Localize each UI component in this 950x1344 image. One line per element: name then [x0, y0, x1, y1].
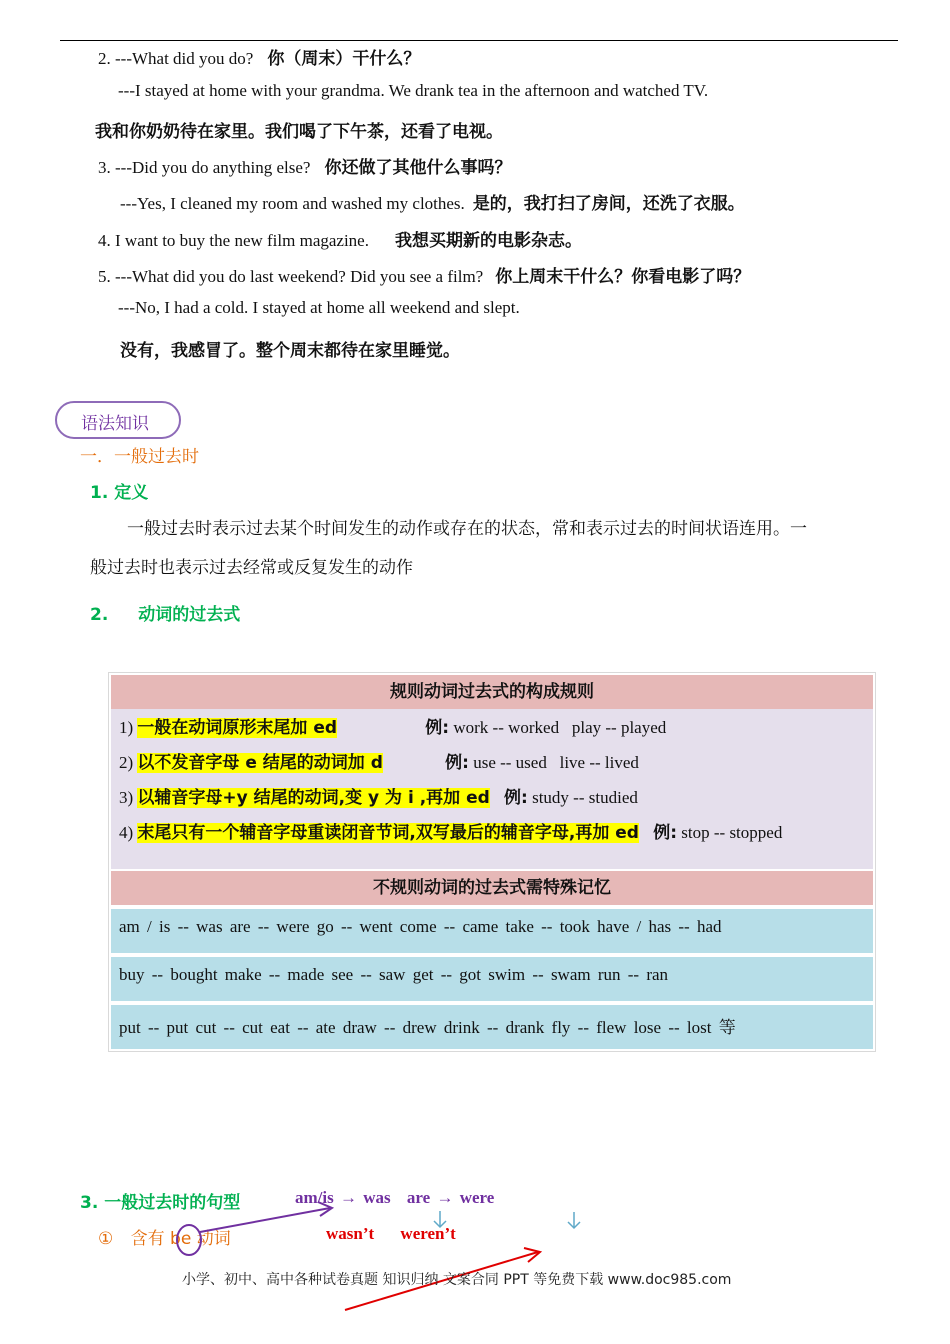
chinese-text: 你上周末干什么？你看电影了吗？ — [495, 267, 751, 287]
dialogue-5-answer-translation: 没有，我感冒了。整个周末都待在家里睡觉。 — [120, 341, 460, 361]
be-circle-annotation — [177, 1225, 201, 1255]
section-title: 一．一般过去时 — [80, 447, 199, 467]
rule-example: stop -- stopped — [681, 823, 783, 842]
dialogue-2-answer-translation: 我和你奶奶待在家里。我们喝了下午茶，还看了电视。 — [95, 122, 503, 142]
definition-line-1: 一般过去时表示过去某个时间发生的动作或存在的状态，常和表示过去的时间状语连用。一 — [127, 519, 807, 539]
english-text: 5. ---What did you do last weekend? Did you see a film? — [98, 267, 484, 286]
regular-verbs-header: 规则动词过去式的构成规则 — [111, 675, 873, 709]
rule-number: 2) — [119, 753, 134, 772]
chinese-text: 你还做了其他什么事吗？ — [324, 158, 512, 178]
rule-text: 末尾只有一个辅音字母重读闭音节词,双写最后的辅音字母,再加 ed — [137, 823, 639, 843]
verb-forms-number: 2. — [90, 605, 109, 625]
irregular-row-text: buy -- bought make -- made see -- saw get -- got swim -- swam run -- ran — [119, 965, 669, 984]
rule-text: 以辅音字母+y 结尾的动词,变 y 为 i ,再加 ed — [137, 788, 490, 808]
english-text: 2. ---What did you do? — [98, 49, 254, 68]
pattern-item-text: 含有 be 动词 — [130, 1229, 231, 1249]
definition-line-2: 般过去时也表示过去经常或反复发生的动作 — [90, 558, 413, 578]
down-arrow-icon — [434, 1211, 446, 1227]
chinese-text: 你（周末）干什么？ — [267, 49, 421, 69]
rule-text: 一般在动词原形末尾加 ed — [137, 718, 338, 738]
definition-title: 1. 定义 — [90, 483, 149, 503]
verb-forms-label: 动词的过去式 — [138, 605, 241, 625]
rule-example: study -- studied — [532, 788, 638, 807]
rule-example: use -- used live -- lived — [473, 753, 639, 772]
circled-number: ① — [98, 1229, 114, 1249]
wasnt-text: wasn’t — [326, 1224, 375, 1243]
example-label: 例: — [445, 753, 469, 773]
purple-arrow-line — [200, 1208, 330, 1232]
sentence-pattern-title: 3. 一般过去时的句型 — [80, 1193, 241, 1213]
grammar-badge-label: 语法知识 — [81, 414, 149, 434]
were-text: were — [459, 1188, 495, 1207]
rule-example: work -- worked play -- played — [453, 718, 667, 737]
irregular-row-text: put -- put cut -- cut eat -- ate draw -- drew drink -- drank fly -- flew lose -- lost 等 — [119, 1018, 736, 1037]
example-label: 例: — [504, 788, 528, 808]
chinese-text: 是的，我打扫了房间，还洗了衣服。 — [472, 194, 745, 214]
arrow-icon: → — [339, 1188, 357, 1207]
rule-text: 以不发音字母 e 结尾的动词加 d — [137, 753, 383, 773]
irregular-verbs-header: 不规则动词的过去式需特殊记忆 — [111, 871, 873, 905]
werent-text: weren’t — [400, 1224, 456, 1243]
example-label: 例: — [653, 823, 678, 843]
rule-number: 3) — [119, 788, 134, 807]
example-label: 例: — [425, 718, 450, 738]
english-text: ---Yes, I cleaned my room and washed my clothes. — [120, 194, 465, 213]
am-is-text: am/is — [295, 1188, 334, 1207]
english-text: 3. ---Did you do anything else? — [98, 158, 311, 177]
chinese-text: 我想买期新的电影杂志。 — [394, 231, 582, 251]
irregular-row-text: am / is -- was are -- were go -- went come -- came take -- took have / has -- had — [119, 917, 722, 936]
are-text: are — [406, 1188, 431, 1207]
down-arrow-icon — [568, 1212, 580, 1228]
dialogue-2-answer: ---I stayed at home with your grandma. We drank tea in the afternoon and watched TV. — [118, 81, 709, 100]
footer-text: 小学、初中、高中各种试卷真题 知识归纳 文案合同 PPT 等免费下载 www.doc985.com — [182, 1272, 732, 1288]
was-text: was — [363, 1188, 391, 1207]
arrow-icon: → — [436, 1188, 454, 1207]
rule-number: 4) — [119, 823, 134, 842]
rule-number: 1) — [119, 718, 134, 737]
english-text: 4. I want to buy the new film magazine. — [98, 231, 369, 250]
dialogue-5-answer: ---No, I had a cold. I stayed at home all weekend and slept. — [118, 298, 520, 317]
